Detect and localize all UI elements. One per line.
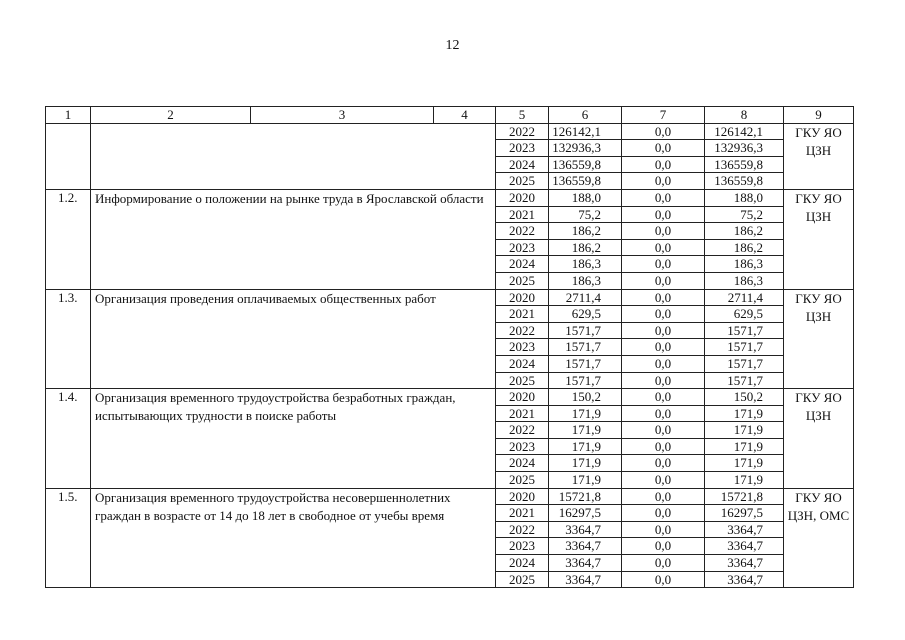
year-cell: 2024 bbox=[496, 256, 549, 273]
value-col8: 3364,7 bbox=[705, 571, 784, 588]
value-col6: 2711,4 bbox=[549, 289, 622, 306]
value-col8: 150,2 bbox=[705, 389, 784, 406]
value-col7: 0,0 bbox=[622, 256, 705, 273]
executor-cell: ГКУ ЯО ЦЗН bbox=[784, 389, 854, 489]
year-cell: 2022 bbox=[496, 322, 549, 339]
value-col6: 171,9 bbox=[549, 422, 622, 439]
value-col7: 0,0 bbox=[622, 173, 705, 190]
item-name: Организация временного трудоустройства несовершеннолетних граждан в возрасте от 14 до 18 лет в свободное от учебы время bbox=[91, 488, 496, 588]
value-col6: 3364,7 bbox=[549, 571, 622, 588]
year-cell: 2025 bbox=[496, 372, 549, 389]
column-header: 1 bbox=[46, 107, 91, 124]
value-col6: 132936,3 bbox=[549, 140, 622, 157]
year-cell: 2021 bbox=[496, 505, 549, 522]
value-col6: 186,2 bbox=[549, 223, 622, 240]
year-cell: 2022 bbox=[496, 123, 549, 140]
year-cell: 2024 bbox=[496, 455, 549, 472]
column-header: 9 bbox=[784, 107, 854, 124]
value-col7: 0,0 bbox=[622, 405, 705, 422]
value-col8: 3364,7 bbox=[705, 555, 784, 572]
year-cell: 2021 bbox=[496, 206, 549, 223]
value-col6: 171,9 bbox=[549, 405, 622, 422]
value-col8: 186,2 bbox=[705, 223, 784, 240]
item-index: 1.4. bbox=[46, 389, 91, 489]
value-col8: 3364,7 bbox=[705, 538, 784, 555]
year-cell: 2025 bbox=[496, 173, 549, 190]
item-name: Информирование о положении на рынке труда в Ярославской области bbox=[91, 189, 496, 289]
value-col7: 0,0 bbox=[622, 455, 705, 472]
value-col7: 0,0 bbox=[622, 339, 705, 356]
value-col6: 186,2 bbox=[549, 239, 622, 256]
value-col8: 16297,5 bbox=[705, 505, 784, 522]
table-row bbox=[46, 389, 854, 406]
value-col6: 3364,7 bbox=[549, 538, 622, 555]
year-cell: 2025 bbox=[496, 472, 549, 489]
value-col8: 136559,8 bbox=[705, 173, 784, 190]
table-row bbox=[46, 488, 854, 505]
value-col6: 16297,5 bbox=[549, 505, 622, 522]
item-name: Организация проведения оплачиваемых общественных работ bbox=[91, 289, 496, 389]
value-col7: 0,0 bbox=[622, 239, 705, 256]
value-col7: 0,0 bbox=[622, 272, 705, 289]
executor-cell: ГКУ ЯО ЦЗН bbox=[784, 289, 854, 389]
value-col6: 15721,8 bbox=[549, 488, 622, 505]
value-col7: 0,0 bbox=[622, 538, 705, 555]
value-col7: 0,0 bbox=[622, 306, 705, 323]
value-col7: 0,0 bbox=[622, 521, 705, 538]
value-col6: 171,9 bbox=[549, 438, 622, 455]
value-col8: 171,9 bbox=[705, 455, 784, 472]
column-header: 6 bbox=[549, 107, 622, 124]
value-col6: 1571,7 bbox=[549, 355, 622, 372]
value-col6: 1571,7 bbox=[549, 339, 622, 356]
year-cell: 2020 bbox=[496, 389, 549, 406]
year-cell: 2021 bbox=[496, 405, 549, 422]
page-number: 12 bbox=[445, 38, 460, 53]
item-index: 1.2. bbox=[46, 189, 91, 289]
value-col6: 3364,7 bbox=[549, 521, 622, 538]
year-cell: 2025 bbox=[496, 272, 549, 289]
value-col8: 3364,7 bbox=[705, 521, 784, 538]
column-header: 5 bbox=[496, 107, 549, 124]
value-col7: 0,0 bbox=[622, 189, 705, 206]
value-col7: 0,0 bbox=[622, 488, 705, 505]
value-col6: 3364,7 bbox=[549, 555, 622, 572]
value-col6: 75,2 bbox=[549, 206, 622, 223]
value-col7: 0,0 bbox=[622, 389, 705, 406]
value-col8: 136559,8 bbox=[705, 156, 784, 173]
value-col7: 0,0 bbox=[622, 555, 705, 572]
executor-cell: ГКУ ЯО ЦЗН bbox=[784, 189, 854, 289]
value-col8: 1571,7 bbox=[705, 355, 784, 372]
value-col7: 0,0 bbox=[622, 355, 705, 372]
value-col8: 171,9 bbox=[705, 438, 784, 455]
value-col8: 1571,7 bbox=[705, 372, 784, 389]
value-col8: 171,9 bbox=[705, 472, 784, 489]
year-cell: 2024 bbox=[496, 156, 549, 173]
item-index bbox=[46, 123, 91, 189]
year-cell: 2023 bbox=[496, 339, 549, 356]
value-col8: 1571,7 bbox=[705, 339, 784, 356]
year-cell: 2025 bbox=[496, 571, 549, 588]
year-cell: 2024 bbox=[496, 555, 549, 572]
year-cell: 2020 bbox=[496, 189, 549, 206]
year-cell: 2023 bbox=[496, 239, 549, 256]
value-col6: 186,3 bbox=[549, 256, 622, 273]
value-col8: 171,9 bbox=[705, 422, 784, 439]
value-col7: 0,0 bbox=[622, 472, 705, 489]
value-col7: 0,0 bbox=[622, 156, 705, 173]
value-col7: 0,0 bbox=[622, 571, 705, 588]
executor-cell: ГКУ ЯО ЦЗН, ОМС bbox=[784, 488, 854, 588]
year-cell: 2022 bbox=[496, 422, 549, 439]
value-col6: 1571,7 bbox=[549, 372, 622, 389]
table-row bbox=[46, 289, 854, 306]
value-col7: 0,0 bbox=[622, 223, 705, 240]
value-col8: 132936,3 bbox=[705, 140, 784, 157]
year-cell: 2023 bbox=[496, 140, 549, 157]
table-row bbox=[46, 123, 854, 140]
value-col6: 136559,8 bbox=[549, 173, 622, 190]
year-cell: 2022 bbox=[496, 521, 549, 538]
value-col8: 126142,1 bbox=[705, 123, 784, 140]
value-col8: 171,9 bbox=[705, 405, 784, 422]
value-col8: 629,5 bbox=[705, 306, 784, 323]
value-col6: 629,5 bbox=[549, 306, 622, 323]
year-cell: 2021 bbox=[496, 306, 549, 323]
year-cell: 2020 bbox=[496, 289, 549, 306]
column-header-row bbox=[46, 107, 854, 124]
value-col8: 2711,4 bbox=[705, 289, 784, 306]
value-col8: 75,2 bbox=[705, 206, 784, 223]
column-header: 4 bbox=[434, 107, 496, 124]
value-col7: 0,0 bbox=[622, 206, 705, 223]
year-cell: 2020 bbox=[496, 488, 549, 505]
value-col6: 150,2 bbox=[549, 389, 622, 406]
value-col7: 0,0 bbox=[622, 505, 705, 522]
item-name bbox=[91, 123, 496, 189]
year-cell: 2022 bbox=[496, 223, 549, 240]
item-name: Организация временного трудоустройства безработных граждан, испытывающих трудности в поиске работы bbox=[91, 389, 496, 489]
value-col7: 0,0 bbox=[622, 322, 705, 339]
budget-table bbox=[45, 106, 854, 588]
value-col6: 186,3 bbox=[549, 272, 622, 289]
executor-cell: ГКУ ЯО ЦЗН bbox=[784, 123, 854, 189]
table-body bbox=[46, 107, 854, 588]
item-index: 1.3. bbox=[46, 289, 91, 389]
column-header: 8 bbox=[705, 107, 784, 124]
year-cell: 2023 bbox=[496, 538, 549, 555]
value-col8: 186,3 bbox=[705, 272, 784, 289]
value-col6: 171,9 bbox=[549, 455, 622, 472]
column-header: 2 bbox=[91, 107, 251, 124]
value-col6: 171,9 bbox=[549, 472, 622, 489]
value-col7: 0,0 bbox=[622, 372, 705, 389]
value-col7: 0,0 bbox=[622, 438, 705, 455]
value-col6: 188,0 bbox=[549, 189, 622, 206]
value-col8: 186,2 bbox=[705, 239, 784, 256]
item-index: 1.5. bbox=[46, 488, 91, 588]
table-row bbox=[46, 189, 854, 206]
column-header: 3 bbox=[251, 107, 434, 124]
value-col7: 0,0 bbox=[622, 123, 705, 140]
value-col7: 0,0 bbox=[622, 422, 705, 439]
year-cell: 2023 bbox=[496, 438, 549, 455]
value-col8: 1571,7 bbox=[705, 322, 784, 339]
value-col7: 0,0 bbox=[622, 140, 705, 157]
value-col6: 1571,7 bbox=[549, 322, 622, 339]
value-col8: 188,0 bbox=[705, 189, 784, 206]
value-col8: 186,3 bbox=[705, 256, 784, 273]
value-col8: 15721,8 bbox=[705, 488, 784, 505]
column-header: 7 bbox=[622, 107, 705, 124]
value-col6: 136559,8 bbox=[549, 156, 622, 173]
value-col7: 0,0 bbox=[622, 289, 705, 306]
year-cell: 2024 bbox=[496, 355, 549, 372]
value-col6: 126142,1 bbox=[549, 123, 622, 140]
